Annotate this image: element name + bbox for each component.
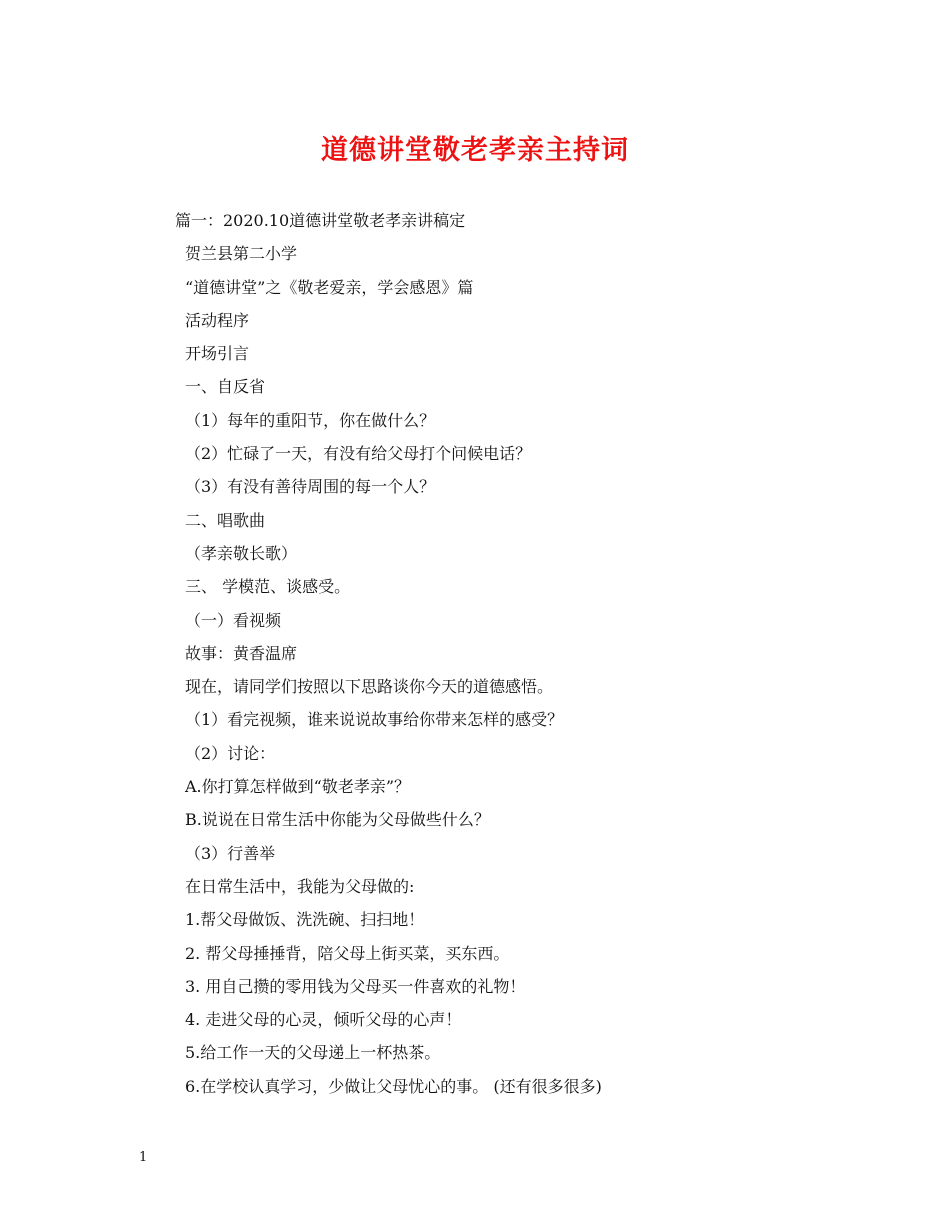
body-line: （2）讨论： [185, 743, 276, 763]
body-line: 活动程序 [185, 310, 250, 330]
body-line: 6.在学校认真学习，少做让父母忧心的事。 (还有很多很多) [185, 1076, 602, 1096]
body-line: 1.帮父母做饭、洗洗碗、扫扫地！ [185, 910, 425, 930]
body-line: （一）看视频 [185, 610, 282, 630]
body-line: “道德讲堂”之《敬老爱亲，学会感恩》篇 [185, 277, 474, 297]
body-line: B.说说在日常生活中你能为父母做些什么？ [185, 810, 490, 830]
document-title: 道德讲堂敬老孝亲主持词 [321, 135, 629, 166]
body-line: 开场引言 [185, 344, 250, 364]
body-line: 2. 帮父母捶捶背，陪父母上街买菜，买东西。 [185, 943, 510, 963]
body-line: 5.给工作一天的父母递上一杯热茶。 [185, 1043, 441, 1063]
body-line: （孝亲敬长歌） [185, 543, 298, 563]
body-line: （1）每年的重阳节，你在做什么？ [185, 410, 436, 430]
body-line: 现在，请同学们按照以下思路谈你今天的道德感悟。 [185, 677, 554, 697]
body-line: （1）看完视频，谁来说说故事给你带来怎样的感受？ [185, 710, 564, 730]
body-line: 一、自反省 [185, 377, 266, 397]
body-line: （3）行善举 [185, 843, 276, 863]
body-line: 在日常生活中，我能为父母做的: [185, 876, 415, 896]
body-line: 4. 走进父母的心灵，倾听父母的心声！ [185, 1010, 462, 1030]
body-line: 三、 学模范、谈感受。 [185, 577, 351, 597]
body-line: 故事：黄香温席 [185, 643, 298, 663]
body-line: （3）有没有善待周围的每一个人？ [185, 477, 436, 497]
body-line: A.你打算怎样做到“敬老孝亲”？ [185, 777, 411, 797]
body-line: （2）忙碌了一天，有没有给父母打个问候电话？ [185, 444, 532, 464]
page-number: 1 [139, 1150, 148, 1165]
document-body [175, 204, 875, 1103]
body-line: 篇一：2020.10道德讲堂敬老孝亲讲稿定 [175, 211, 466, 230]
body-line: 二、唱歌曲 [185, 510, 266, 530]
body-line: 3. 用自己攒的零用钱为父母买一件喜欢的礼物！ [185, 976, 526, 996]
body-line: 贺兰县第二小学 [185, 244, 298, 264]
